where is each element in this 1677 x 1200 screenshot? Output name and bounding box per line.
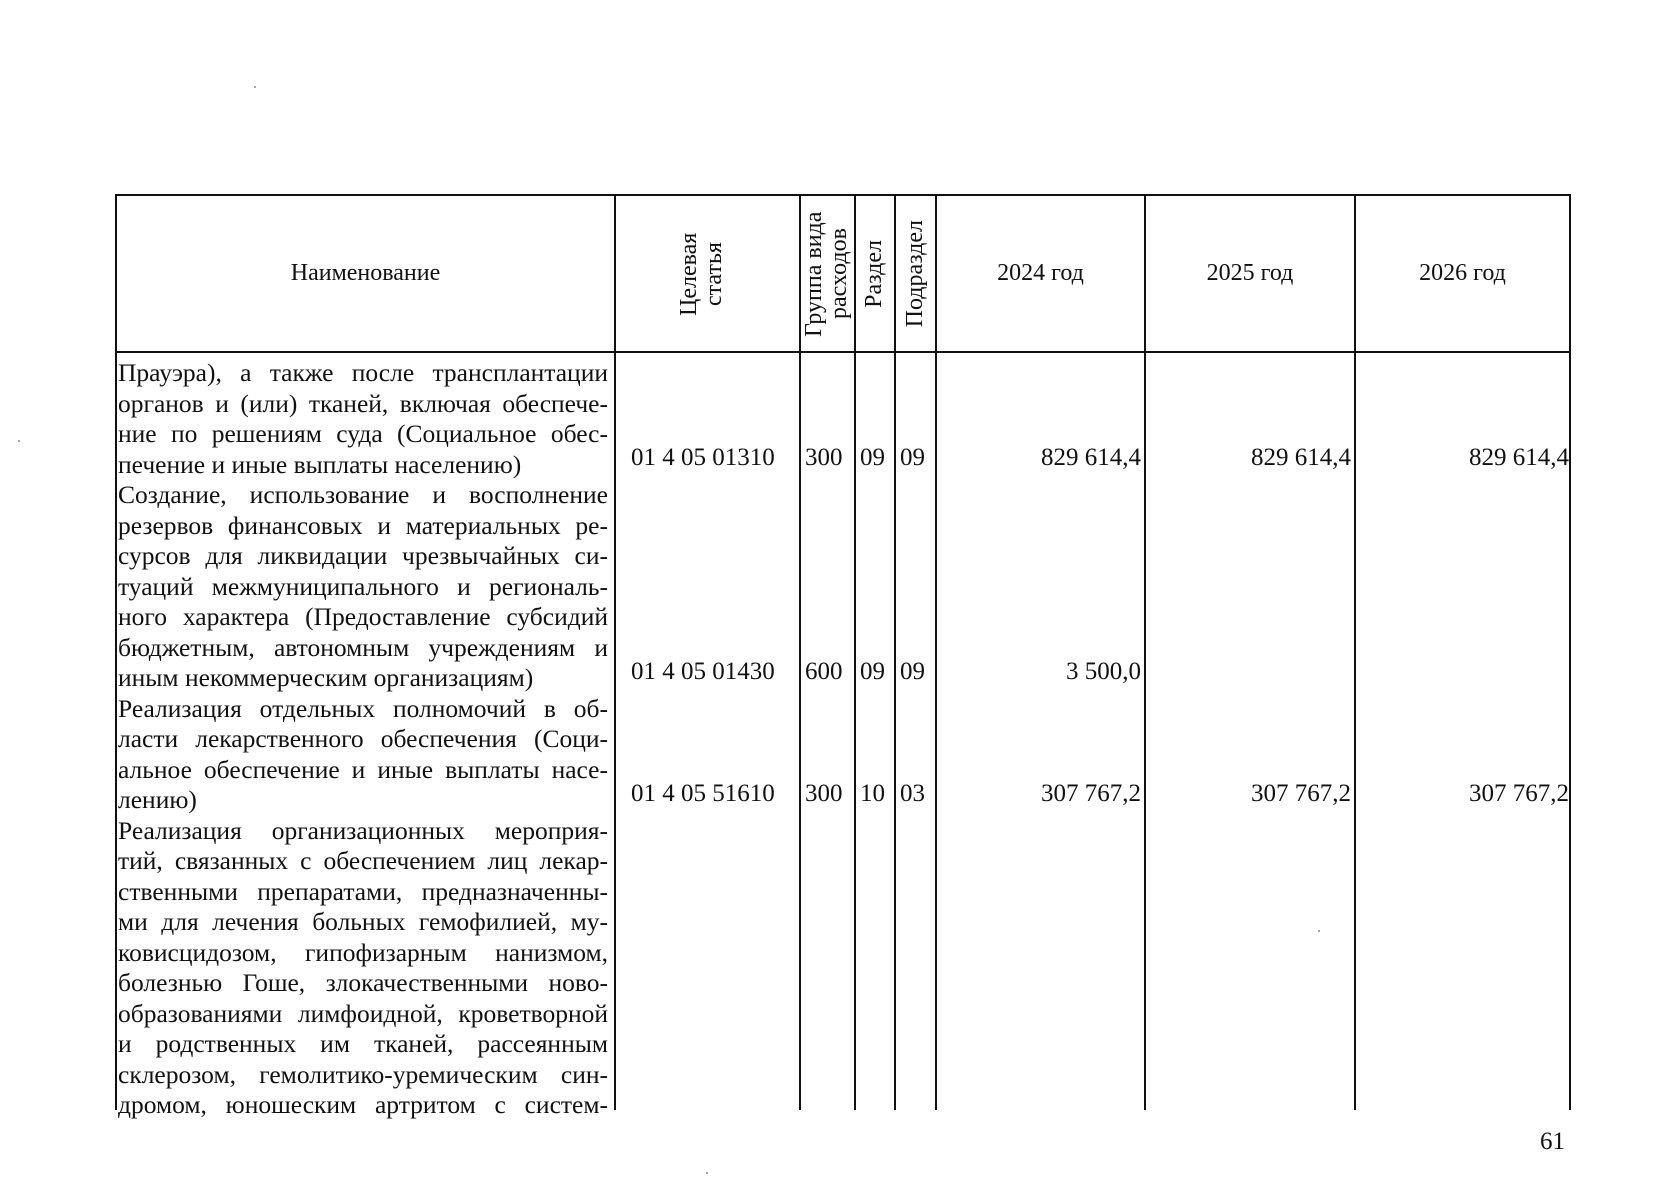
scan-speck <box>254 86 256 88</box>
name-line: Реализация отдельных полномочий в об- <box>118 693 608 723</box>
row-target-article: 01 4 05 01310 <box>631 444 775 471</box>
row-section: 09 <box>860 658 885 685</box>
header-2026: 2026 год <box>1419 260 1506 286</box>
row-2024: 3 500,0 <box>1066 658 1141 685</box>
header-target-article <box>616 196 799 351</box>
row-section: 10 <box>860 780 885 807</box>
name-line: ственными препаратами, предназначенны- <box>118 876 608 906</box>
name-line: склерозом, гемолитико-уремическим син- <box>118 1059 608 1089</box>
header-expense-group <box>801 196 854 351</box>
row-2026: 307 767,2 <box>1469 780 1569 807</box>
name-line: туаций межмуниципального и региональ- <box>118 571 608 601</box>
name-line: сурсов для ликвидации чрезвычайных си- <box>118 541 608 570</box>
name-line: ние по решениям суда (Социальное обес- <box>118 419 608 448</box>
budget-table <box>115 194 1571 1119</box>
header-subsection <box>896 196 935 351</box>
page-number: 61 <box>1540 1128 1565 1155</box>
header-2025: 2025 год <box>1206 260 1294 286</box>
name-line: ного характера (Предоставление субсидий <box>118 602 608 631</box>
scan-speck <box>706 1172 708 1174</box>
scan-speck <box>18 440 20 442</box>
name-line: лению) <box>118 785 197 814</box>
row-expense-group: 300 <box>805 444 843 471</box>
name-line: ми для лечения больных гемофилией, му- <box>118 907 608 936</box>
name-line: ковисцидозом, гипофизарным нанизмом, <box>118 937 608 967</box>
name-line: резервов финансовых и материальных ре- <box>118 510 608 540</box>
name-line: Прауэра), а также после трансплантации <box>118 358 608 387</box>
name-line: образованиями лимфоидной, кроветворной <box>118 998 608 1028</box>
name-line: и родственных им тканей, рассеянным <box>118 1029 608 1058</box>
header-section <box>856 196 894 351</box>
row-2024: 829 614,4 <box>1041 444 1141 471</box>
row-section: 09 <box>860 444 885 471</box>
scan-speck <box>1318 930 1320 932</box>
row-target-article: 01 4 05 01430 <box>631 658 775 685</box>
row-2025: 307 767,2 <box>1251 780 1351 807</box>
name-line: иным некоммерческим организациям) <box>118 663 534 692</box>
name-line: тий, связанных с обеспечением лиц лекар- <box>118 846 608 875</box>
header-target-article-text: Целевая статья <box>675 231 727 316</box>
row-2024: 307 767,2 <box>1041 780 1141 807</box>
row-2026: 829 614,4 <box>1469 444 1569 471</box>
header-section-text: Раздел <box>861 239 888 308</box>
name-line: дромом, юношеским артритом с систем- <box>118 1090 608 1119</box>
header-expense-group-text: Группа вида расходов <box>800 210 852 337</box>
name-line: болезнью Гоше, злокачественными ново- <box>118 968 608 997</box>
row-target-article: 01 4 05 51610 <box>631 780 775 807</box>
name-line: Реализация организационных мероприя- <box>118 815 608 845</box>
name-line: Создание, использование и восполнение <box>118 480 608 509</box>
row-expense-group: 600 <box>805 658 843 685</box>
header-name: Наименование <box>290 260 441 286</box>
row-subsection: 09 <box>900 444 925 471</box>
name-line: ласти лекарственного обеспечения (Соци- <box>118 724 608 753</box>
header-divider <box>117 351 1569 353</box>
header-2024: 2024 год <box>997 260 1084 286</box>
name-line: бюджетным, автономным учреждениям и <box>118 632 608 662</box>
row-expense-group: 300 <box>805 780 843 807</box>
name-line: печение и иные выплаты населению) <box>118 449 522 479</box>
row-2025: 829 614,4 <box>1251 444 1351 471</box>
row-subsection: 03 <box>900 780 925 807</box>
header-subsection-text: Подраздел <box>901 219 928 328</box>
name-column <box>118 358 608 1121</box>
name-line: альное обеспечение и иные выплаты насе- <box>118 754 608 784</box>
row-subsection: 09 <box>900 658 925 685</box>
name-line: органов и (или) тканей, включая обеспече- <box>118 388 608 418</box>
